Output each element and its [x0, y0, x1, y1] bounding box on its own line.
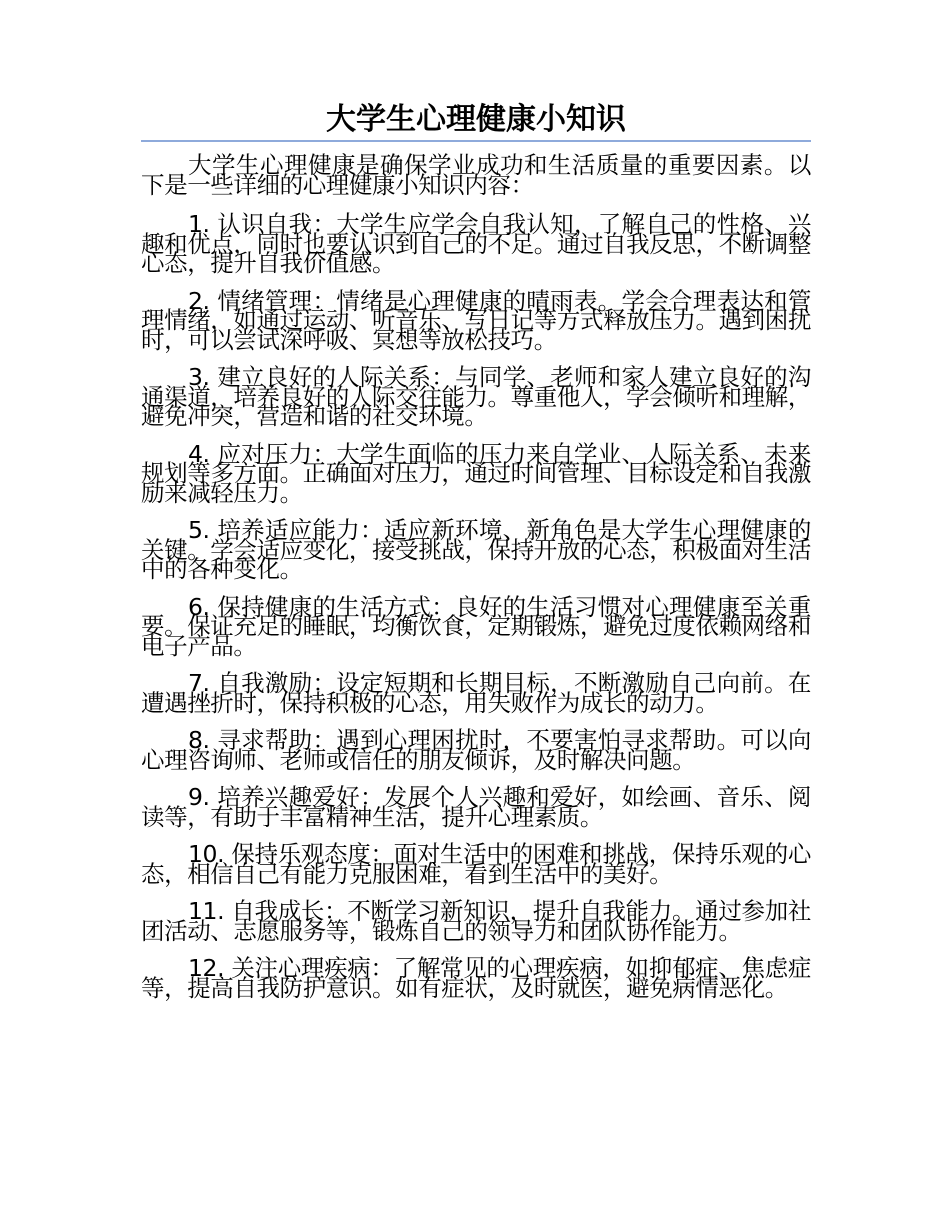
tip-paragraph-12: 12. 关注心理疾病：了解常见的心理疾病，如抑郁症、焦虑症等，提高自我防护意识。如有症状，及时就医，避免病情恶化。: [141, 954, 811, 1002]
tip-paragraph-4: 4. 应对压力：大学生面临的压力来自学业、人际关系、未来规划等多方面。正确面对压力，通过时间管理、目标设定和自我激励来减轻压力。: [141, 439, 811, 507]
intro-paragraph: 大学生心理健康是确保学业成功和生活质量的重要因素。以下是一些详细的心理健康小知识内容：: [141, 151, 811, 199]
tip-paragraph-7: 7. 自我激励：设定短期和长期目标，不断激励自己向前。在遭遇挫折时，保持积极的心态，用失败作为成长的动力。: [141, 669, 811, 717]
tip-paragraph-5: 5. 培养适应能力：适应新环境、新角色是大学生心理健康的关键。学会适应变化，接受挑战，保持开放的心态，积极面对生活中的各种变化。: [141, 516, 811, 583]
tip-paragraph-9: 9. 培养兴趣爱好：发展个人兴趣和爱好，如绘画、音乐、阅读等，有助于丰富精神生活，提升心理素质。: [141, 783, 811, 831]
document-title: 大学生心理健康小知识: [326, 102, 626, 137]
tip-paragraph-6: 6. 保持健康的生活方式：良好的生活习惯对心理健康至关重要。保证充足的睡眠，均衡饮食，定期锻炼，避免过度依赖网络和电子产品。: [141, 592, 811, 660]
tip-paragraph-3: 3. 建立良好的人际关系：与同学、老师和家人建立良好的沟通渠道，培养良好的人际交往能力。尊重他人，学会倾听和理解，避免冲突，营造和谐的社交环境。: [141, 363, 811, 430]
tip-paragraph-1: 1. 认识自我：大学生应学会自我认知，了解自己的性格、兴趣和优点，同时也要认识到自己的不足。通过自我反思，不断调整心态，提升自我价值感。: [141, 210, 811, 277]
document-page: [141, 100, 811, 1016]
title-underline: [141, 140, 811, 142]
tip-paragraph-8: 8. 寻求帮助：遇到心理困扰时，不要害怕寻求帮助。可以向心理咨询师、老师或信任的朋友倾诉，及时解决问题。: [141, 726, 811, 774]
tip-paragraph-2: 2. 情绪管理：情绪是心理健康的晴雨表。学会合理表达和管理情绪，如通过运动、听音乐、写日记等方式释放压力。遇到困扰时，可以尝试深呼吸、冥想等放松技巧。: [141, 286, 811, 354]
tip-paragraph-10: 10. 保持乐观态度：面对生活中的困难和挑战，保持乐观的心态，相信自己有能力克服困难，看到生活中的美好。: [141, 840, 811, 888]
tip-paragraph-11: 11. 自我成长：不断学习新知识，提升自我能力。通过参加社团活动、志愿服务等，锻炼自己的领导力和团队协作能力。: [141, 897, 811, 945]
